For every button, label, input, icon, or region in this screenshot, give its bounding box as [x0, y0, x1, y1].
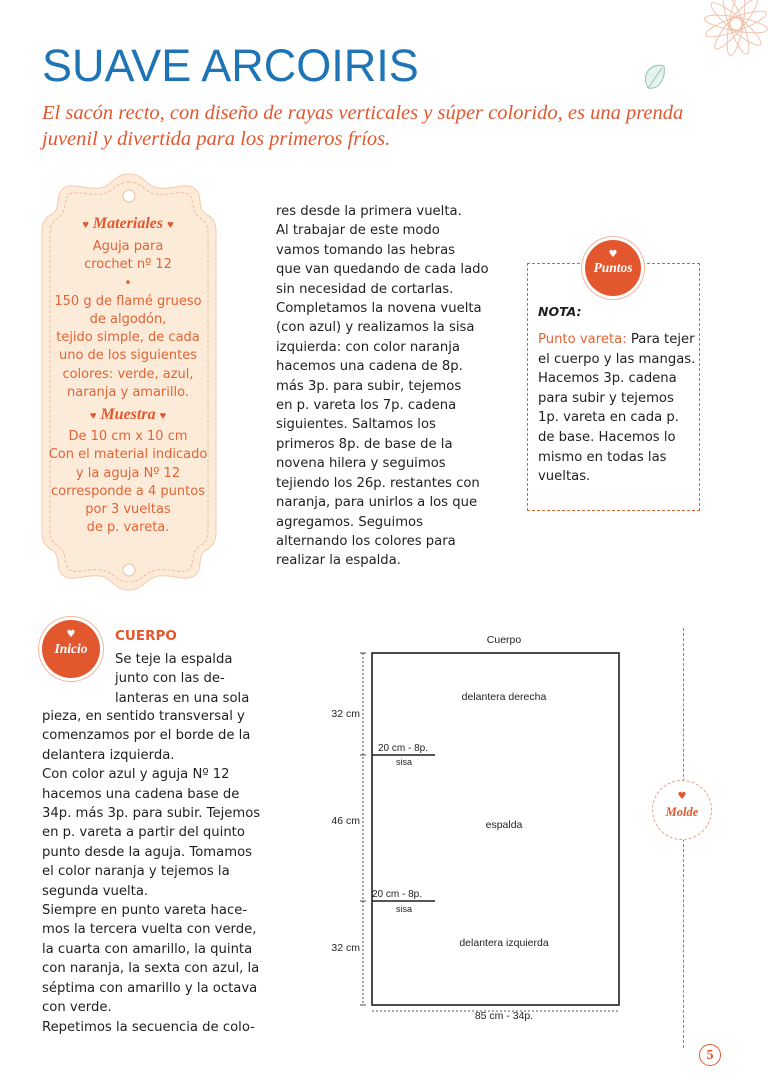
text-line: mos la tercera vuelta con verde,	[42, 922, 257, 938]
materials-panel	[48, 215, 208, 537]
heart-icon: ♥	[608, 249, 618, 260]
text-line: para subir y tejemos	[538, 390, 674, 406]
text-line: de base. Hacemos lo	[538, 429, 676, 445]
puntos-badge	[585, 240, 641, 296]
materiales-list	[48, 238, 208, 402]
text-line: el cuerpo y las mangas.	[538, 351, 696, 367]
text-line: Al trabajar de este modo	[276, 223, 440, 239]
body-column-1	[42, 707, 267, 1037]
text-line: más 3p. para subir, tejemos	[276, 378, 462, 394]
text-line: en p. vareta los 7p. cadena	[276, 398, 457, 414]
body-column-1-top	[115, 650, 265, 708]
cuerpo-heading: CUERPO	[115, 628, 177, 644]
materiales-line: uno de los siguientes	[58, 348, 197, 364]
text-line: realizar la espalda.	[276, 553, 401, 569]
text-line: mismo en todas las	[538, 449, 667, 465]
sisa-label: 20 cm - 8p.	[378, 743, 429, 754]
text-line: siguientes. Saltamos los	[276, 417, 436, 433]
nota-label: NOTA:	[538, 304, 582, 319]
text-line: Hacemos 3p. cadena	[538, 371, 677, 387]
text-line: Completamos la novena vuelta	[276, 301, 482, 317]
text-line: vueltas.	[538, 469, 591, 485]
flower-decoration-icon	[640, 0, 768, 110]
text-line: 34p. más 3p. para subir. Tejemos	[42, 806, 261, 822]
page-number: 5	[699, 1044, 721, 1066]
materiales-heading: ♥ Materiales ♥	[82, 215, 174, 232]
text-line: junto con las de-	[115, 671, 225, 687]
materiales-line: naranja y amarillo.	[67, 384, 189, 400]
page-title: SUAVE ARCOIRIS	[42, 40, 419, 91]
text-line: el color naranja y tejemos la	[42, 864, 230, 880]
text-line: res desde la primera vuelta.	[276, 204, 462, 219]
materiales-line: de algodón,	[89, 312, 167, 328]
materiales-line: tejido simple, de cada	[56, 330, 200, 346]
text-line: naranja, para unirlos a los que	[276, 495, 478, 511]
text-line: 1p. vareta en cada p.	[538, 410, 679, 426]
diagram-title: Cuerpo	[486, 634, 522, 646]
puntos-text	[538, 330, 696, 487]
text-line: agregamos. Seguimos	[276, 514, 423, 530]
text-line: con verde.	[42, 1000, 112, 1016]
sisa-label: 20 cm - 8p.	[372, 889, 423, 900]
puntos-badge-label: Puntos	[593, 260, 633, 275]
text-line: Se teje la espalda	[115, 652, 233, 667]
text-line: comenzamos por el borde de la	[42, 728, 251, 744]
text-line: Punto vareta: Para tejer	[538, 332, 695, 347]
heart-icon: ♥	[159, 410, 167, 423]
text-line: tejiendo los 26p. restantes con	[276, 475, 480, 491]
muestra-line: de p. vareta.	[86, 520, 170, 536]
text-line: Repetimos la secuencia de colo-	[42, 1019, 255, 1035]
muestra-list	[48, 428, 208, 537]
text-line: Siempre en punto vareta hace-	[42, 903, 248, 919]
materiales-line: •	[124, 275, 132, 291]
sisa-sublabel: sisa	[396, 904, 413, 914]
dim-label: 46 cm	[331, 815, 360, 827]
text-line: izquierda: con color naranja	[276, 339, 460, 355]
molde-badge-label: Molde	[665, 805, 699, 819]
region-label: espalda	[485, 819, 523, 831]
dim-label: 32 cm	[331, 942, 360, 954]
text-line: séptima con amarillo y la octava	[42, 980, 258, 996]
muestra-heading: ♥ Muestra ♥	[89, 406, 167, 424]
sisa-sublabel: sisa	[396, 757, 413, 767]
text-line: hacemos una cadena base de	[42, 786, 240, 802]
body-column-2	[276, 202, 511, 571]
muestra-line: De 10 cm x 10 cm	[68, 429, 188, 445]
text-line: delantera izquierda.	[42, 747, 175, 763]
heart-icon: ♥	[677, 791, 687, 802]
text-line: lanteras en una sola	[115, 690, 250, 706]
heart-icon: ♥	[89, 410, 97, 423]
muestra-line: por 3 vueltas	[85, 502, 171, 518]
text-line: (con azul) y realizamos la sisa	[276, 320, 475, 336]
text-line: en p. vareta a partir del quinto	[42, 825, 245, 841]
text-line: Con color azul y aguja Nº 12	[42, 767, 230, 783]
text-line: alternando los colores para	[276, 533, 456, 549]
muestra-line: Con el material indicado	[48, 447, 208, 463]
region-label: delantera derecha	[461, 691, 547, 703]
inicio-badge-label: Inicio	[54, 641, 88, 656]
pattern-diagram	[320, 625, 680, 1025]
materiales-line: 150 g de flamé grueso	[54, 293, 202, 309]
materiales-line: crochet nº 12	[84, 257, 172, 273]
text-line: hacemos una cadena de 8p.	[276, 359, 463, 375]
text-line: punto desde la aguja. Tomamos	[42, 844, 253, 860]
dim-label: 85 cm - 34p.	[474, 1010, 534, 1022]
text-line: pieza, en sentido transversal y	[42, 709, 245, 724]
page-subtitle: El sacón recto, con diseño de rayas verticales y súper colorido, es una prenda juvenil y divertida para los primeros fríos.	[42, 102, 684, 150]
heart-icon: ♥	[82, 219, 89, 231]
text-line: la cuarta con amarillo, la quinta	[42, 941, 253, 957]
punto-vareta-term: Punto vareta:	[538, 332, 627, 347]
heart-icon: ♥	[66, 629, 76, 640]
muestra-line: corresponde a 4 puntos	[51, 483, 205, 499]
materiales-line: colores: verde, azul,	[62, 366, 194, 382]
muestra-line: y la aguja Nº 12	[75, 465, 181, 481]
text-line: primeros 8p. de base de la	[276, 436, 453, 452]
heart-icon: ♥	[167, 219, 174, 231]
molde-badge	[652, 780, 712, 840]
text-line: sin necesidad de cortarlas.	[276, 281, 454, 297]
dim-label: 32 cm	[331, 708, 360, 720]
inicio-badge	[42, 620, 100, 678]
text-line: vamos tomando las hebras	[276, 242, 456, 258]
text-line: segunda vuelta.	[42, 883, 149, 899]
text-line: con naranja, la sexta con azul, la	[42, 961, 260, 977]
materiales-line: Aguja para	[92, 239, 164, 255]
region-label: delantera izquierda	[459, 937, 549, 949]
text-line: que van quedando de cada lado	[276, 262, 489, 278]
text-line: novena hilera y seguimos	[276, 456, 446, 472]
